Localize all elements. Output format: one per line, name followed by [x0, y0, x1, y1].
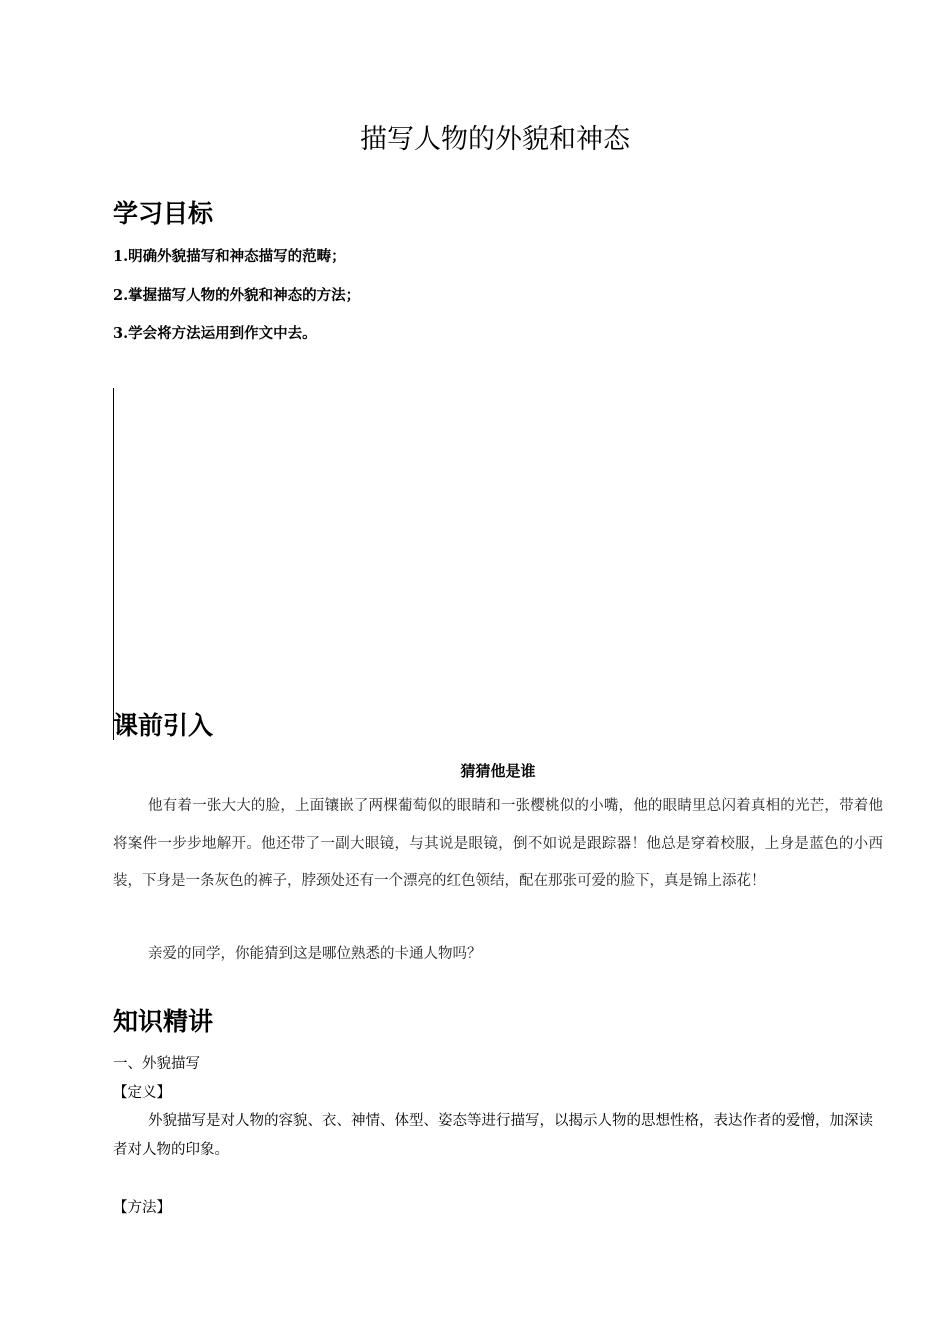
- intro-heading: 课前引入: [113, 711, 214, 740]
- goals-heading: 学习目标: [113, 199, 214, 228]
- definition-label: 【定义】: [113, 1085, 171, 1101]
- intro-paragraph: 他有着一张大大的脸，上面镶嵌了两棵葡萄似的眼睛和一张樱桃似的小嘴，他的眼睛里总闪着真相的光芒，带着他将案件一步步地解开。他还带了一副大眼镜，与其说是眼镜，倒不如说是跟踪器！他总是穿着校服，上身是蓝色的小西装，下身是一条灰色的裤子，脖颈处还有一个漂亮的红色领结，配在那张可爱的脸下，真是锦上添花！: [113, 798, 883, 889]
- intro-question: 亲爱的同学，你能猜到这是哪位熟悉的卡通人物吗？: [148, 946, 482, 962]
- goal-item: 3.学会将方法运用到作文中去。: [113, 325, 317, 342]
- method-label: 【方法】: [113, 1200, 171, 1216]
- goal-item: 2.掌握描写人物的外貌和神态的方法；: [113, 287, 361, 304]
- goal-item: 1.明确外貌描写和神态描写的范畴；: [113, 248, 346, 265]
- section-appearance: 一、外貌描写: [113, 1056, 200, 1072]
- intro-subtitle: 猜猜他是谁: [460, 762, 536, 780]
- text-cursor-line: [113, 388, 114, 740]
- definition-text: 外貌描写是对人物的容貌、衣、神情、体型、姿态等进行描写，以揭示人物的思想性格，表达作者的爱憎，加深读者对人物的印象。: [113, 1113, 873, 1158]
- knowledge-heading: 知识精讲: [113, 1007, 214, 1036]
- page-title: 描写人物的外貌和神态: [360, 124, 630, 155]
